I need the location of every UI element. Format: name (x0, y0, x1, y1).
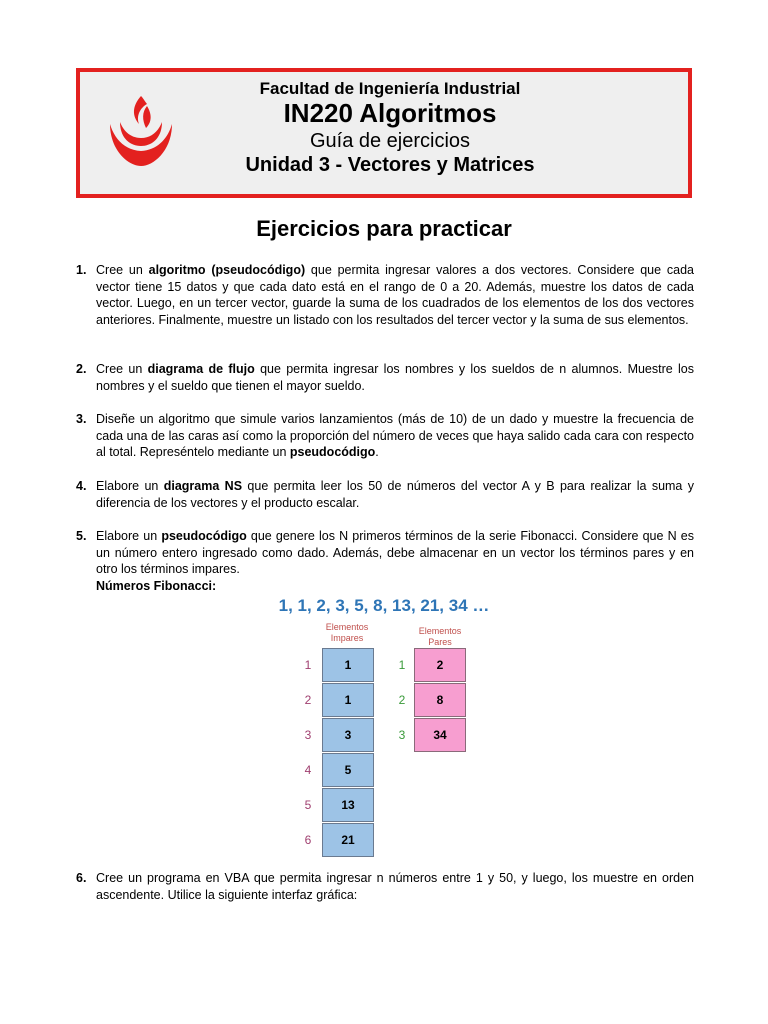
even-vector-cell: 8 (414, 683, 466, 717)
exercise-number: 3. (76, 412, 87, 426)
even-vector-index: 3 (398, 728, 406, 742)
odd-vector-cell: 21 (322, 823, 374, 857)
course-title: IN220 Algoritmos (283, 98, 497, 129)
odd-vector-header: Elementos Impares (325, 622, 369, 643)
even-vector-index: 1 (398, 658, 406, 672)
odd-vector-cell: 5 (322, 753, 374, 787)
exercise-text: Elabore un diagrama NS que permita leer los 50 de números del vector A y B para realizar la suma y diferencia de los vectores y el producto escalar. (96, 479, 695, 510)
exercise-4 (76, 478, 694, 511)
header-text (180, 79, 600, 177)
fibonacci-label: Números Fibonacci: (96, 578, 217, 593)
unit-title: Unidad 3 - Vectores y Matrices (245, 154, 535, 177)
section-title: Ejercicios para practicar (256, 216, 512, 241)
odd-vector-index: 6 (304, 833, 312, 847)
header-box (76, 68, 692, 198)
exercise-number: 2. (76, 362, 87, 376)
odd-vector-cell: 13 (322, 788, 374, 822)
odd-vector-cell: 3 (322, 718, 374, 752)
exercise-1 (76, 262, 694, 328)
odd-vector-index: 2 (304, 693, 312, 707)
exercise-text: Cree un algoritmo (pseudocódigo) que permita ingresar valores a dos vectores. Considere que cada vector tiene 15 datos y que cada dato está en el rango de 0 a 20. Además, muestre los datos de cada vector. Luego, en un tercer vector, guarde la suma de los cuadrados de los elementos de los dos vectores anteriores. Finalmente, muestre un listado con los resultados del tercer vector y la suma de sus elementos. (96, 263, 694, 327)
exercise-text: Cree un diagrama de flujo que permita ingresar los nombres y los sueldos de n alumnos. Muestre los nombres y el sueldo que tienen el mayor sueldo. (96, 362, 694, 393)
odd-vector-index: 4 (304, 763, 312, 777)
exercise-text: Cree un programa en VBA que permita ingresar n números entre 1 y 50, y luego, los muestre en orden ascendente. Utilice la siguiente interfaz gráfica: (96, 871, 694, 902)
exercise-text: Elabore un pseudocódigo que genere los N primeros términos de la serie Fibonacci. Considere que N es un número entero ingresado como dado. Además, debe almacenar en un vector los términos pares y en otro los términos impares. Números Fibonacci: (96, 529, 695, 593)
even-vector-index: 2 (398, 693, 406, 707)
exercise-5 (76, 528, 694, 594)
even-vector-header: Elementos Pares (418, 626, 462, 647)
even-vector-cell: 34 (414, 718, 466, 752)
exercise-3 (76, 411, 694, 461)
guide-title: Guía de ejercicios (309, 130, 471, 153)
exercise-number: 5. (76, 529, 87, 543)
exercise-number: 6. (76, 871, 87, 885)
faculty-title: Facultad de Ingeniería Industrial (259, 79, 521, 98)
odd-vector-cell: 1 (322, 648, 374, 682)
exercise-6 (76, 870, 694, 903)
upc-logo-icon (102, 94, 180, 168)
odd-vector-cell: 1 (322, 683, 374, 717)
exercise-text: Diseñe un algoritmo que simule varios lanzamientos (más de 10) de un dado y muestre la frecuencia de cada una de las caras así como la proporción del número de veces que haya salido cada cara con respecto al total. Represéntelo mediante un pseudocódigo. (96, 412, 694, 459)
even-vector-cell: 2 (414, 648, 466, 682)
exercise-number: 1. (76, 263, 87, 277)
odd-vector-index: 1 (304, 658, 312, 672)
odd-vector-index: 3 (304, 728, 312, 742)
exercise-2 (76, 361, 694, 394)
fibonacci-series: 1, 1, 2, 3, 5, 8, 13, 21, 34 … (278, 596, 490, 615)
odd-vector-index: 5 (304, 798, 312, 812)
exercise-number: 4. (76, 479, 87, 493)
